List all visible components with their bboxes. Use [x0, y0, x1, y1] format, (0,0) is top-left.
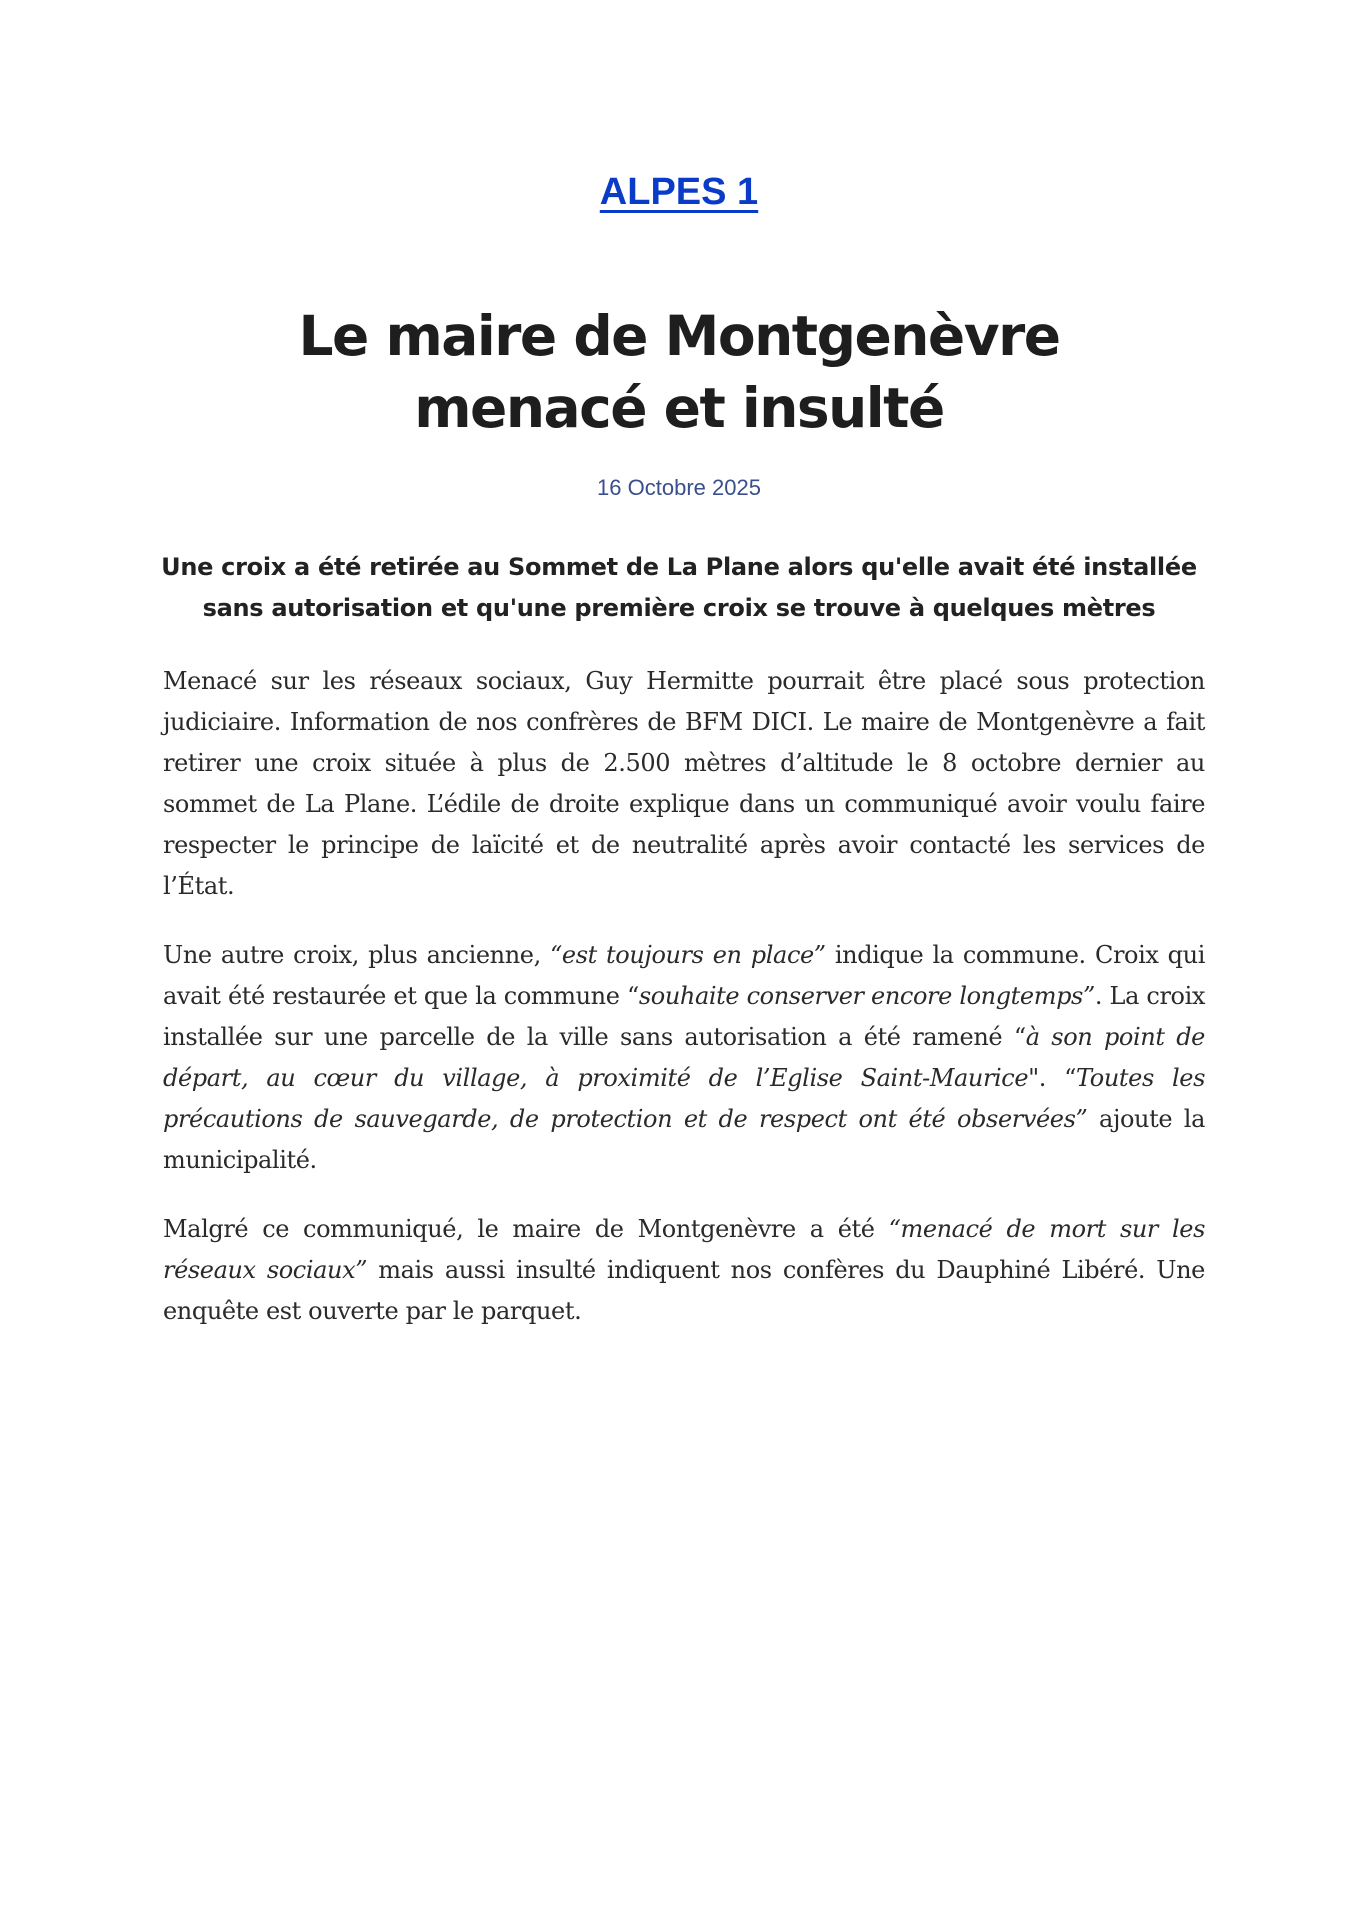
source-link[interactable]: ALPES 1 — [599, 171, 759, 213]
paragraph-text: Une autre croix, plus ancienne, — [163, 941, 551, 969]
quote: “est toujours en place” — [550, 941, 826, 969]
article-lead: Une croix a été retirée au Sommet de La Plane alors qu'elle avait été installée sans autorisation et qu'une première croix se trouve à quelques mètres — [161, 553, 1197, 622]
article-title — [0, 300, 1358, 444]
quote: “menacé de mort sur les réseaux sociaux” — [163, 1215, 1206, 1284]
quote: souhaite conserver encore longtemps” — [638, 982, 1095, 1010]
paragraph-text: mais aussi insulté indiquent nos confères du Dauphiné Libéré. Une enquête est ouverte par le parquet. — [163, 1256, 1205, 1325]
paragraph-text: ". “ — [1028, 1064, 1077, 1092]
paragraph-2 — [163, 935, 1205, 1181]
paragraph-3 — [163, 1209, 1205, 1332]
paragraph-text: indique la commune. Croix qui avait été restaurée et que la commune “ — [163, 941, 1205, 1010]
article-body — [163, 661, 1205, 1360]
paragraph-text: Malgré ce communiqué, le maire de Montgenèvre a été — [163, 1215, 889, 1243]
article-date: 16 Octobre 2025 — [597, 475, 761, 500]
title-line-2: menacé et insulté — [414, 376, 944, 440]
quote: à son point de départ, au cœur du village, à proximité de l’Eglise Saint-Maurice — [163, 1023, 1205, 1092]
title-line-1: Le maire de Montgenèvre — [298, 304, 1060, 368]
source-header — [0, 167, 1358, 217]
quote: Toutes les précautions de sauvegarde, de protection et de respect ont été observées” — [163, 1064, 1206, 1133]
paragraph-text: . La croix installée sur une parcelle de la ville sans autorisation a été ramené “ — [163, 982, 1205, 1051]
paragraph-1 — [163, 661, 1205, 907]
paragraph-text: ajoute la municipalité. — [163, 1105, 1205, 1174]
paragraph-text: Menacé sur les réseaux sociaux, Guy Hermitte pourrait être placé sous protection judiciaire. Information de nos confrères de BFM DICI. Le maire de Montgenèvre a fait retirer une croix située à plus de 2.500 mètres d’altitude le 8 octobre dernier au sommet de La Plane. L’édile de droite explique dans un communiqué avoir voulu faire respecter le principe de laïcité et de neutralité après avoir contacté les services de l’État. — [163, 667, 1205, 900]
